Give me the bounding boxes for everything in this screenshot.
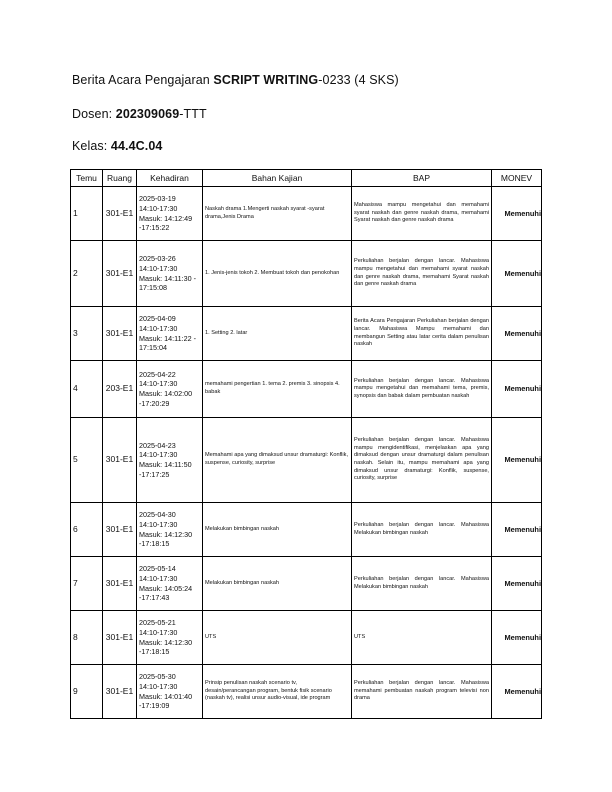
monev-cell: Memenuhi bbox=[492, 361, 542, 418]
room-cell: 301-E1 bbox=[103, 557, 137, 611]
attendance-checkin: Masuk: 14:11:50 bbox=[139, 460, 192, 469]
attendance-checkin: Masuk: 14:12:30 bbox=[139, 637, 193, 647]
meeting-number: 5 bbox=[71, 418, 103, 503]
attendance-checkin: Masuk: 14:12:30 bbox=[139, 529, 193, 539]
course-name: SCRIPT WRITING bbox=[213, 73, 319, 87]
meeting-number: 4 bbox=[71, 361, 103, 418]
room-cell: 301-E1 bbox=[103, 307, 137, 361]
dosen-suffix: -TTT bbox=[179, 107, 207, 121]
attendance-cell bbox=[137, 503, 203, 557]
table-row bbox=[71, 665, 542, 719]
attendance-checkout: -17:15:22 bbox=[139, 223, 170, 233]
study-material-cell: UTS bbox=[203, 611, 352, 665]
attendance-date: 2025-03-26 bbox=[139, 254, 176, 264]
attendance-checkin: Masuk: 14:12:49 bbox=[139, 213, 193, 223]
col-header-kehadiran: Kehadiran bbox=[137, 170, 203, 187]
meeting-number: 1 bbox=[71, 187, 103, 241]
attendance-time: 14:10-17:30 bbox=[139, 627, 178, 637]
attendance-date: 2025-05-30 bbox=[139, 672, 176, 682]
room-cell: 203-E1 bbox=[103, 361, 137, 418]
attendance-time: 14:10-17:30 bbox=[139, 323, 178, 333]
attendance-time: 14:10-17:30 bbox=[139, 450, 178, 460]
room-cell: 301-E1 bbox=[103, 187, 137, 241]
attendance-checkin: Masuk: 14:05:24 bbox=[139, 583, 193, 593]
meeting-number: 3 bbox=[71, 307, 103, 361]
attendance-checkout: -17:18:15 bbox=[139, 539, 170, 549]
study-material-cell: 1. Jenis-jenis tokoh 2. Membuat tokoh dan penokohan bbox=[203, 241, 352, 307]
dosen-label: Dosen: bbox=[72, 107, 116, 121]
col-header-monev: MONEV bbox=[492, 170, 542, 187]
table-row bbox=[71, 187, 542, 241]
study-material-cell: Melakukan bimbingan naskah bbox=[203, 503, 352, 557]
monev-cell: Memenuhi bbox=[492, 187, 542, 241]
study-material-cell: Memahami apa yang dimaksud unsur dramaturgi: Konflik, suspense, curiosity, surprise bbox=[203, 418, 352, 503]
study-material-cell: memahami pengertian 1. tema 2. premis 3. sinopsis 4. babak bbox=[203, 361, 352, 418]
attendance-checkout: -17:18:15 bbox=[139, 647, 170, 657]
room-cell: 301-E1 bbox=[103, 418, 137, 503]
bap-cell: Perkuliahan berjalan dengan lancar. Mahasiswa Melakukan bimbingan naskah bbox=[352, 503, 492, 557]
attendance-cell bbox=[137, 361, 203, 418]
attendance-date: 2025-05-14 bbox=[139, 564, 176, 574]
class-line bbox=[72, 139, 162, 153]
attendance-checkin: Masuk: 14:11:22 - bbox=[139, 333, 196, 343]
monev-cell: Memenuhi bbox=[492, 418, 542, 503]
col-header-bahan-kajian: Bahan Kajian bbox=[203, 170, 352, 187]
attendance-time: 14:10-17:30 bbox=[139, 519, 178, 529]
title-suffix: -0233 (4 SKS) bbox=[318, 73, 399, 87]
attendance-date: 2025-04-30 bbox=[139, 510, 176, 520]
bap-cell: Perkuliahan berjalan dengan lancar. Mahasiswa memahami pembuatan naskah program televisi non drama bbox=[352, 665, 492, 719]
room-cell: 301-E1 bbox=[103, 611, 137, 665]
dosen-id: 202309069 bbox=[115, 107, 180, 121]
attendance-date: 2025-05-21 bbox=[139, 618, 176, 628]
attendance-cell bbox=[137, 557, 203, 611]
bap-cell: Perkuliahan berjalan dengan lancar. Mahasiswa Melakukan bimbingan naskah bbox=[352, 557, 492, 611]
attendance-date: 2025-04-09 bbox=[139, 314, 176, 324]
attendance-date: 2025-03-19 bbox=[139, 194, 176, 204]
lecturer-line bbox=[72, 107, 207, 121]
attendance-cell bbox=[137, 241, 203, 307]
col-header-ruang: Ruang bbox=[103, 170, 137, 187]
meeting-number: 6 bbox=[71, 503, 103, 557]
attendance-cell bbox=[137, 611, 203, 665]
attendance-cell bbox=[137, 665, 203, 719]
table-row bbox=[71, 241, 542, 307]
meeting-number: 2 bbox=[71, 241, 103, 307]
attendance-date: 2025-04-23 bbox=[139, 440, 176, 450]
attendance-time: 14:10-17:30 bbox=[139, 263, 178, 273]
attendance-checkout: 17:15:08 bbox=[139, 283, 167, 293]
attendance-time: 14:10-17:30 bbox=[139, 573, 178, 583]
attendance-time: 14:10-17:30 bbox=[139, 203, 178, 213]
bap-cell: Perkuliahan berjalan dengan lancar. Mahasiswa mampu mengetahui dan memahami syarat naskah dan genre naskah drama, memahami Syarat naskah dan genre naskah drama bbox=[352, 241, 492, 307]
meeting-number: 9 bbox=[71, 665, 103, 719]
table-header-row bbox=[71, 170, 542, 187]
attendance-time: 14:10-17:30 bbox=[139, 379, 178, 389]
title-prefix: Berita Acara Pengajaran bbox=[72, 73, 214, 87]
attendance-checkout: -17:19:09 bbox=[139, 701, 170, 711]
monev-cell: Memenuhi bbox=[492, 503, 542, 557]
monev-cell: Memenuhi bbox=[492, 241, 542, 307]
attendance-checkin: Masuk: 14:02:00 bbox=[139, 389, 193, 398]
col-header-temu: Temu bbox=[71, 170, 103, 187]
study-material-cell: Melakukan bimbingan naskah bbox=[203, 557, 352, 611]
meeting-number: 8 bbox=[71, 611, 103, 665]
attendance-table bbox=[70, 169, 542, 719]
attendance-cell bbox=[137, 418, 203, 503]
attendance-checkout: 17:15:04 bbox=[139, 343, 167, 353]
kelas-value: 44.4C.04 bbox=[110, 139, 163, 153]
attendance-cell bbox=[137, 307, 203, 361]
table-row bbox=[71, 307, 542, 361]
attendance-time: 14:10-17:30 bbox=[139, 681, 178, 691]
room-cell: 301-E1 bbox=[103, 665, 137, 719]
table-row bbox=[71, 418, 542, 503]
bap-cell: Perkuliahan berjalan dengan lancar. Mahasiswa mampu mengidentifikasi, menjelaskan apa yang dimaksud dengan unsur dramaturgi dalam penulisan naskah. Selain itu, mampu memahami apa yang dimaksud unsur dramaturgi: Konflik, suspense, curiosity, surprise bbox=[352, 418, 492, 503]
attendance-checkin: Masuk: 14:01:40 bbox=[139, 691, 193, 701]
bap-cell: Berita Acara Pengajaran Perkuliahan berjalan dengan lancar. Mahasiswa Mampu memahami dan membangun Setting atau latar cerita dalam penulisan naskah bbox=[352, 307, 492, 361]
study-material-cell: Naskah drama 1.Mengerti naskah syarat -syarat drama,Jenis Drama bbox=[203, 187, 352, 241]
monev-cell: Memenuhi bbox=[492, 611, 542, 665]
attendance-checkout: -17:20:29 bbox=[139, 398, 170, 408]
meeting-number: 7 bbox=[71, 557, 103, 611]
table-row bbox=[71, 503, 542, 557]
room-cell: 301-E1 bbox=[103, 241, 137, 307]
room-cell: 301-E1 bbox=[103, 503, 137, 557]
bap-cell: Mahasiswa mampu mengetahui dan memahami syarat naskah dan genre naskah drama, memahami Syarat naskah dan genre naskah drama bbox=[352, 187, 492, 241]
kelas-label: Kelas: bbox=[72, 139, 111, 153]
attendance-date: 2025-04-22 bbox=[139, 369, 176, 379]
table-row bbox=[71, 361, 542, 418]
page-title bbox=[72, 73, 399, 87]
bap-cell: Perkuliahan berjalan dengan lancar. Mahasiswa mampu mengetahui dan memahami tema, premis, synopsis dan babak dalam pembuatan naskah bbox=[352, 361, 492, 418]
study-material-cell: 1. Setting 2. latar bbox=[203, 307, 352, 361]
monev-cell: Memenuhi bbox=[492, 665, 542, 719]
attendance-cell bbox=[137, 187, 203, 241]
monev-cell: Memenuhi bbox=[492, 307, 542, 361]
attendance-checkout: -17:17:43 bbox=[139, 593, 170, 603]
col-header-bap: BAP bbox=[352, 170, 492, 187]
table-row bbox=[71, 557, 542, 611]
monev-cell: Memenuhi bbox=[492, 557, 542, 611]
attendance-checkout: -17:17:25 bbox=[139, 469, 170, 479]
study-material-cell: Prinsip penulisan naskah scenario tv, desain/perancangan program, bentuk fisik scenario (naskah tv), realisi unsur audio-visual, ide program bbox=[203, 665, 352, 719]
attendance-checkin: Masuk: 14:11:30 - bbox=[139, 273, 196, 283]
bap-cell: UTS bbox=[352, 611, 492, 665]
table-row bbox=[71, 611, 542, 665]
